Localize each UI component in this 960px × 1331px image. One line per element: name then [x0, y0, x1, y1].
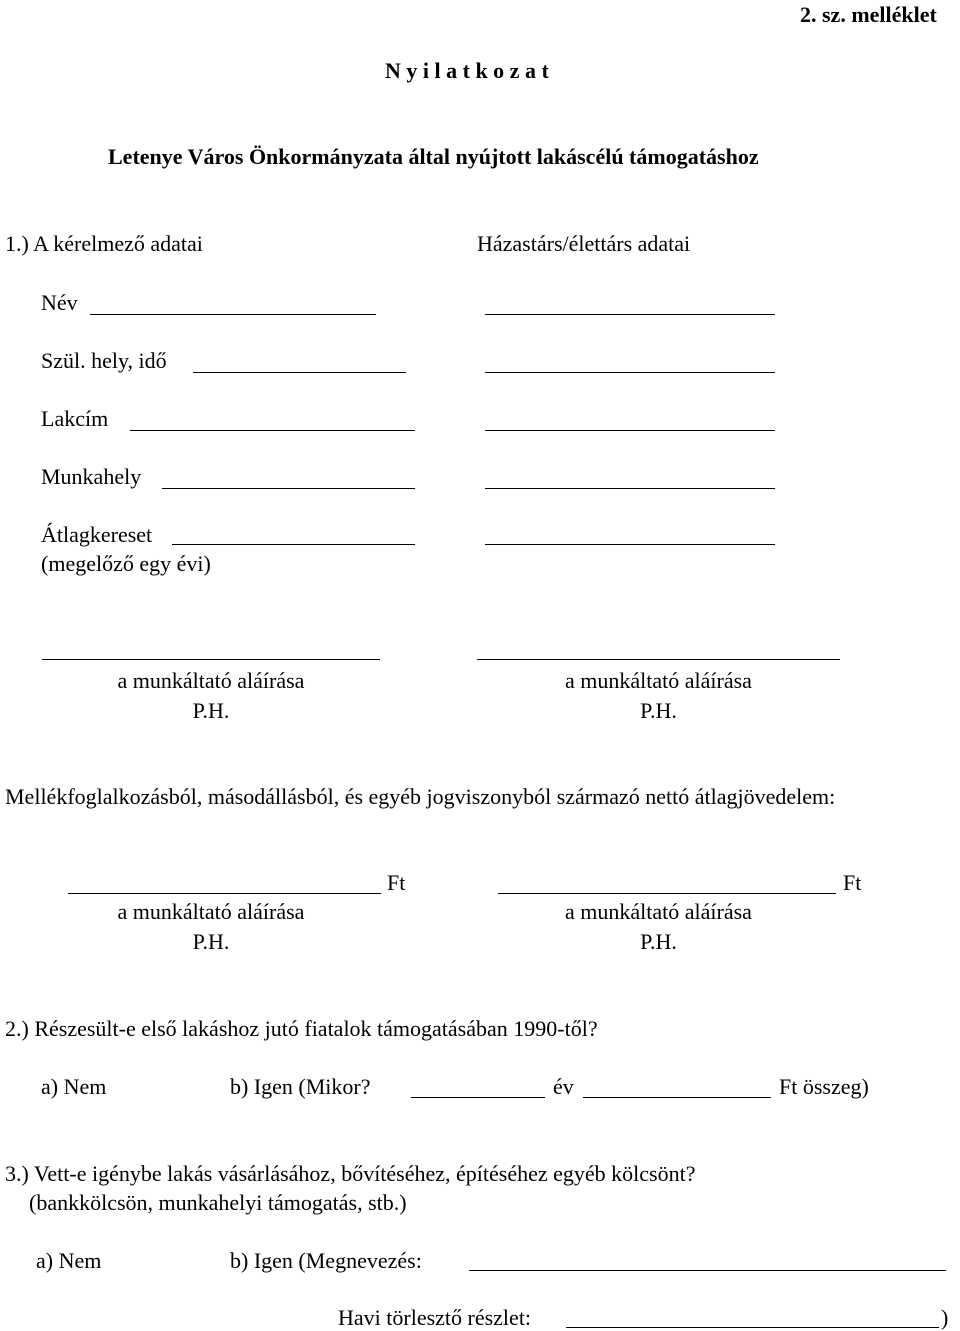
name-label: Név [41, 290, 78, 315]
section2-option-yes[interactable]: b) Igen (Mikor? [230, 1074, 371, 1099]
workplace-label: Munkahely [41, 464, 142, 489]
applicant-stamp-label: P.H. [192, 698, 230, 723]
section3-closing-paren: ) [941, 1305, 949, 1330]
applicant-other-signature-label: a munkáltató aláírása [117, 899, 305, 924]
spouse-name-field[interactable] [485, 314, 775, 315]
other-income-text: Mellékfoglalkozásból, másodállásból, és egyéb jogviszonyból származó nettó átlagjövedelem: [5, 784, 836, 809]
section2-option-no[interactable]: a) Nem [41, 1074, 107, 1099]
section3-question-note: (bankkölcsön, munkahelyi támogatás, stb.) [29, 1190, 407, 1215]
section3-option-yes[interactable]: b) Igen (Megnevezés: [230, 1248, 422, 1273]
section3-installment-field[interactable] [566, 1327, 939, 1328]
section3-question: 3.) Vett-e igénybe lakás vásárlásához, bővítéséhez, építéséhez egyéb kölcsönt? [5, 1161, 696, 1186]
spouse-currency: Ft [843, 870, 862, 895]
applicant-other-stamp-label: P.H. [192, 929, 230, 954]
birth-label: Szül. hely, idő [41, 348, 167, 373]
spouse-employer-signature-line[interactable] [477, 659, 840, 660]
applicant-address-field[interactable] [130, 430, 415, 431]
salary-note: (megelőző egy évi) [41, 551, 211, 576]
spouse-heading: Házastárs/élettárs adatai [477, 231, 691, 256]
spouse-signature-label: a munkáltató aláírása [565, 668, 752, 693]
spouse-birth-field[interactable] [485, 372, 775, 373]
applicant-employer-signature-line[interactable] [42, 659, 380, 660]
applicant-other-income-field[interactable] [68, 893, 381, 894]
applicant-salary-field[interactable] [172, 544, 415, 545]
spouse-other-signature-label: a munkáltató aláírása [565, 899, 752, 924]
address-label: Lakcím [41, 406, 109, 431]
section3-name-field[interactable] [469, 1270, 946, 1271]
section2-year-field[interactable] [411, 1097, 545, 1098]
section2-amount-label: Ft összeg) [779, 1074, 869, 1099]
section2-amount-field[interactable] [583, 1097, 771, 1098]
spouse-other-income-field[interactable] [498, 893, 836, 894]
document-subtitle: Letenye Város Önkormányzata által nyújtott lakáscélú támogatáshoz [108, 144, 759, 169]
document-title: N y i l a t k o z a t [385, 58, 549, 83]
annex-label: 2. sz. melléklet [800, 2, 937, 27]
applicant-heading: 1.) A kérelmező adatai [5, 231, 203, 256]
salary-label: Átlagkereset [41, 522, 153, 547]
section3-option-no[interactable]: a) Nem [36, 1248, 102, 1273]
applicant-signature-label: a munkáltató aláírása [117, 668, 305, 693]
section3-installment-label: Havi törlesztő részlet: [338, 1305, 532, 1330]
spouse-workplace-field[interactable] [485, 488, 775, 489]
applicant-birth-field[interactable] [193, 372, 406, 373]
spouse-address-field[interactable] [485, 430, 775, 431]
applicant-currency: Ft [387, 870, 406, 895]
applicant-workplace-field[interactable] [162, 488, 415, 489]
spouse-other-stamp-label: P.H. [640, 929, 677, 954]
section2-question: 2.) Részesült-e első lakáshoz jutó fiatalok támogatásában 1990-től? [5, 1016, 598, 1041]
spouse-stamp-label: P.H. [640, 698, 677, 723]
spouse-salary-field[interactable] [485, 544, 775, 545]
applicant-name-field[interactable] [90, 314, 376, 315]
section2-year-label: év [553, 1074, 574, 1099]
